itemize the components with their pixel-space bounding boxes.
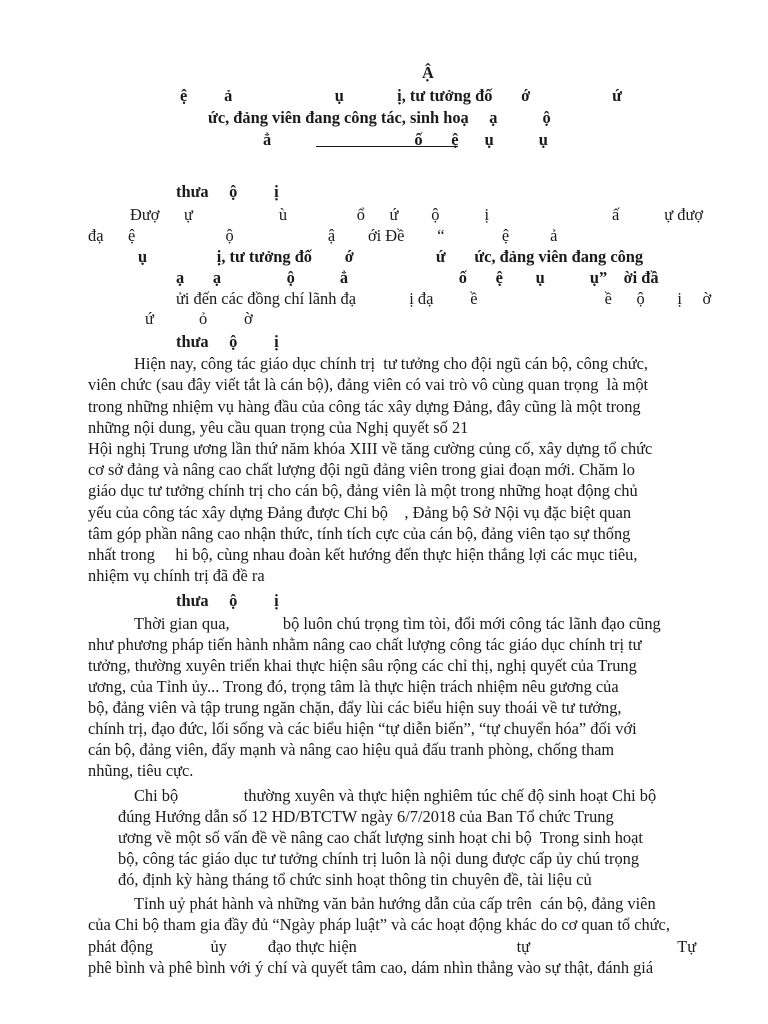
- intro-line-2: đạ ệ ộ ậ ới Đề “ ệ ả: [88, 226, 558, 245]
- greeting-1: thưa ộ ị: [176, 182, 279, 201]
- para4-line-1: Tỉnh uỷ phát hành và những văn bản hướng dẫn của cấp trên cán bộ, đảng viên: [134, 894, 656, 913]
- greeting-3: thưa ộ ị: [176, 591, 279, 610]
- para3-line-1: Chi bộ thường xuyên và thực hiện nghiêm túc chế độ sinh hoạt Chi bộ: [134, 786, 657, 805]
- para2-line-1: Thời gian qua, bộ luôn chú trọng tìm tòi, đổi mới công tác lãnh đạo cũng: [134, 614, 661, 633]
- para1-line-11: nhiệm vụ chính trị đã đề ra: [88, 566, 265, 585]
- heading-line-4-mid: ố ệ: [316, 130, 459, 149]
- para1-line-2: viên chức (sau đây viết tắt là cán bộ), đảng viên có vai trò vô cùng quan trọng là một: [88, 375, 649, 394]
- para3-line-2: đúng Hướng dẫn số 12 HD/BTCTW ngày 6/7/2018 của Ban Tổ chức Trung: [118, 807, 614, 826]
- para2-line-5: bộ, đảng viên và tập trung ngăn chặn, đẩy lùi các biểu hiện suy thoái về tư tưởng,: [88, 698, 622, 717]
- para3-line-4: bộ, công tác giáo dục tư tưởng chính trị luôn là nội dung được cấp ủy chú trọng: [118, 849, 640, 868]
- para3-line-5: đó, định kỳ hàng tháng tổ chức sinh hoạt thông tin chuyên đề, tài liệu củ: [118, 870, 592, 889]
- para1-line-5: Hội nghị Trung ương lần thứ năm khóa XIII về tăng cường củng cố, xây dựng tổ chức: [88, 439, 653, 458]
- para2-line-4: ương, của Tỉnh ủy... Trong đó, trọng tâm là thực hiện trách nhiệm nêu gương của: [88, 677, 619, 696]
- para4-line-2: của Chi bộ tham gia đầy đủ “Ngày pháp luật” và các hoạt động khác do cơ quan tổ chức,: [88, 915, 670, 934]
- para1-line-4: những nội dung, yêu cầu quan trọng của Nghị quyết số 21: [88, 418, 469, 437]
- heading-line-3: ức, đảng viên đang công tác, sinh hoạ ạ ộ: [208, 108, 551, 127]
- para4-line-3: phát động ủy đạo thực hiện tự Tự: [88, 937, 697, 956]
- para1-line-1: Hiện nay, công tác giáo dục chính trị tư tưởng cho đội ngũ cán bộ, công chức,: [134, 354, 648, 373]
- para2-line-6: chính trị, đạo đức, lối sống và các biểu hiện “tự diễn biến”, “tự chuyển hóa” đối với: [88, 719, 637, 738]
- para1-line-9: tâm góp phần nâng cao nhận thức, tính tích cực của cán bộ, đảng viên tạo sự thống: [88, 524, 631, 543]
- heading-line-2: ệ ả ụ ị, tư tưởng đố ớ ứ: [180, 86, 622, 105]
- intro-line-6: ứ ỏ ờ: [145, 309, 253, 328]
- para2-line-2: như phương pháp tiến hành nhằm nâng cao chất lượng công tác giáo dục chính trị tư: [88, 635, 642, 654]
- intro-line-1: Đượ ự ù ổ ứ ộ ị ấ ự đượ: [130, 205, 704, 224]
- para1-line-7: giáo dục tư tưởng chính trị cho cán bộ, đảng viên là một trong những hoạt động chủ: [88, 481, 638, 500]
- para2-line-3: tưởng, thường xuyên triển khai thực hiện sâu rộng các chỉ thị, nghị quyết của Trung: [88, 656, 637, 675]
- para1-line-10: nhất trong hi bộ, cùng nhau đoàn kết hướng đến thực hiện thắng lợi các mục tiêu,: [88, 545, 638, 564]
- para2-line-8: nhũng, tiêu cực.: [88, 761, 194, 780]
- intro-line-5: ửi đến các đồng chí lãnh đạ ị đạ ề ề ộ ị ờ: [176, 289, 712, 308]
- intro-line-3: ụ ị, tư tưởng đố ớ ứ ức, đảng viên đang công: [138, 247, 644, 266]
- heading-line-1: Ậ: [422, 63, 434, 82]
- para4-line-4: phê bình và phê bình với ý chí và quyết tâm cao, dám nhìn thẳng vào sự thật, đánh giá: [88, 958, 654, 977]
- para1-line-6: cơ sở đảng và nâng cao chất lượng đội ngũ đảng viên trong giai đoạn mới. Chăm lo: [88, 460, 635, 479]
- greeting-2: thưa ộ ị: [176, 332, 279, 351]
- heading-line-4-pre: ẳ: [263, 130, 296, 149]
- heading-line-4-post: ụ ụ: [460, 130, 548, 149]
- para1-line-8: yếu của công tác xây dựng Đảng được Chi bộ , Đảng bộ Sở Nội vụ đặc biệt quan: [88, 503, 632, 522]
- heading-underline: [316, 146, 458, 147]
- para1-line-3: trong những nhiệm vụ hàng đầu của công tác xây dựng Đảng, đây cũng là một trong: [88, 397, 641, 416]
- para2-line-7: cán bộ, đảng viên, đẩy mạnh và nâng cao hiệu quả đấu tranh phòng, chống tham: [88, 740, 615, 759]
- intro-line-4: ạ ạ ộ ẳ ố ệ ụ ụ” ời đầ: [176, 268, 659, 287]
- para3-line-3: ương về một số vấn đề về nâng cao chất lượng sinh hoạt chi bộ Trong sinh hoạt: [118, 828, 643, 847]
